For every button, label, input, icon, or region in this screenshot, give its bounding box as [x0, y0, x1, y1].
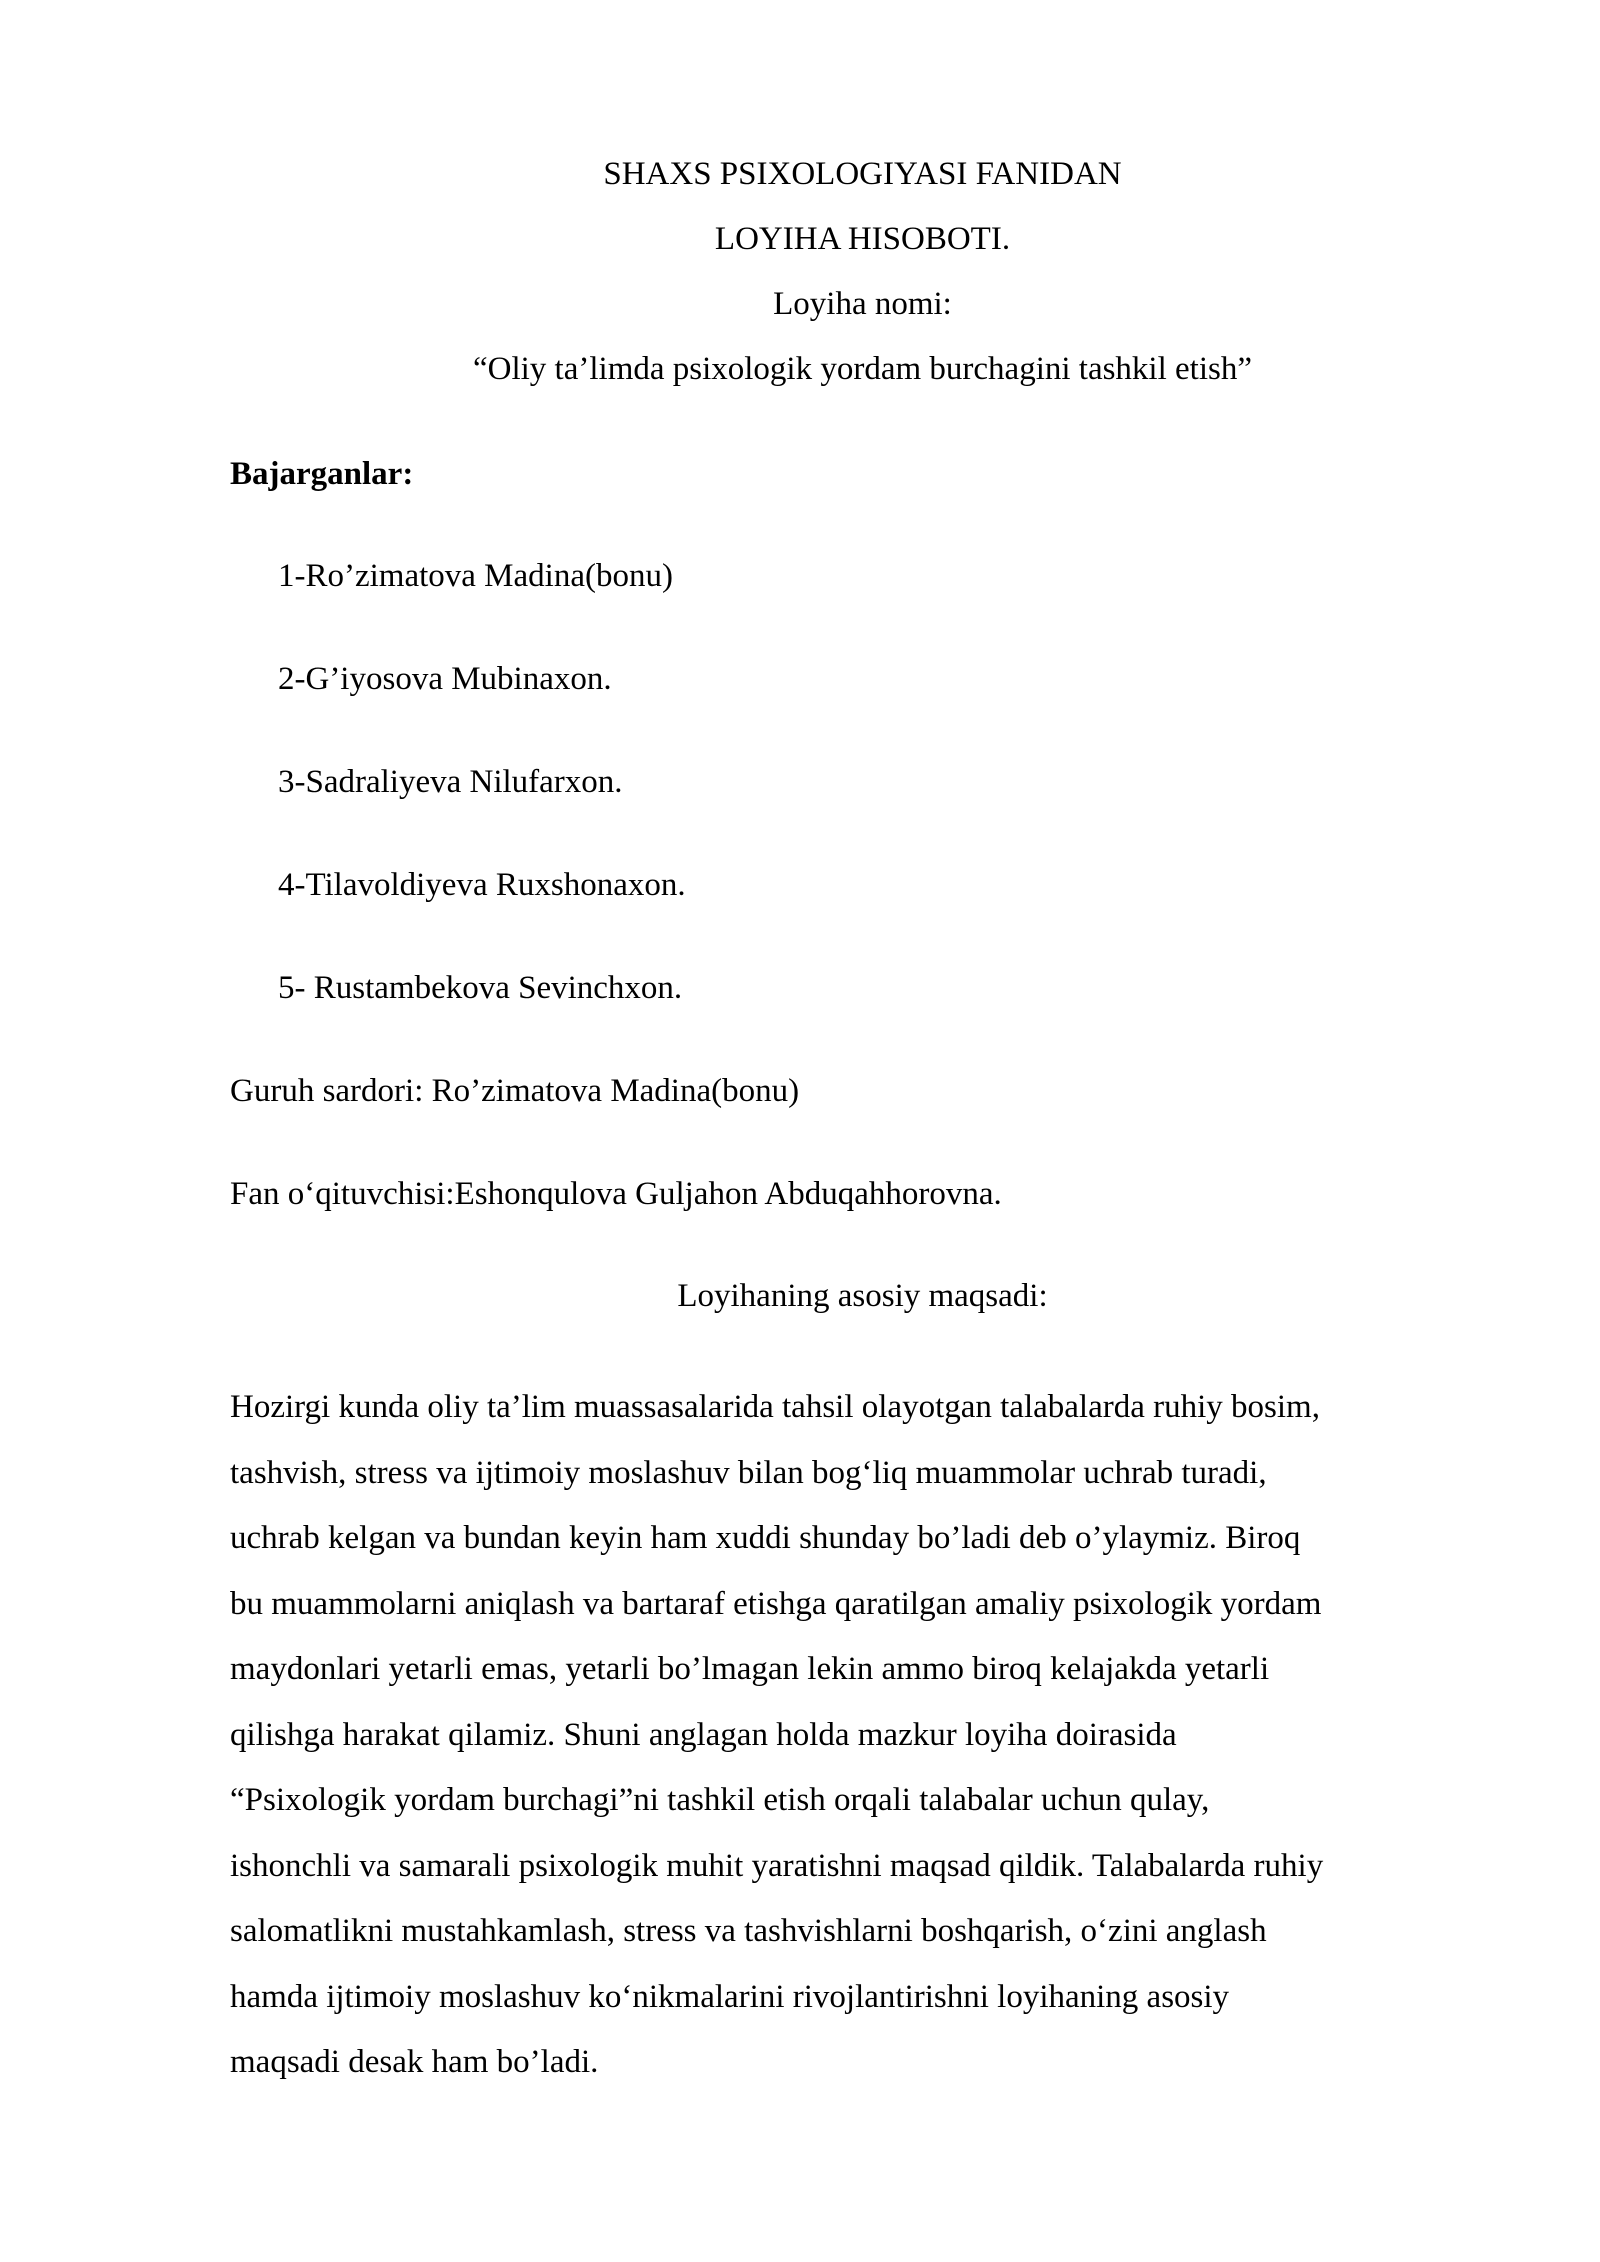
paragraph-line: “Psixologik yordam burchagi”ni tashkil etish orqali talabalar uchun qulay,	[230, 1782, 1210, 1818]
team-member: 4-Tilavoldiyeva Ruxshonaxon.	[278, 867, 686, 903]
goal-heading: Loyihaning asosiy maqsadi:	[677, 1278, 1048, 1314]
paragraph-line: uchrab kelgan va bundan keyin ham xuddi shunday bo’ladi deb o’ylaymiz. Biroq	[230, 1520, 1301, 1556]
paragraph-line: maydonlari yetarli emas, yetarli bo’lmagan lekin ammo biroq kelajakda yetarli	[230, 1651, 1270, 1687]
paragraph-line: qilishga harakat qilamiz. Shuni anglagan holda mazkur loyiha doirasida	[230, 1716, 1177, 1753]
goal-paragraph	[230, 1375, 1500, 2096]
title-line-2: LOYIHA HISOBOTI.	[714, 221, 1011, 257]
paragraph-line: maqsadi desak ham bo’ladi.	[230, 2044, 599, 2080]
paragraph-line: ishonchli va samarali psixologik muhit yaratishni maqsad qildik. Talabalarda ruhiy	[230, 1847, 1324, 1884]
title-line-1: SHAXS PSIXOLOGIYASI FANIDAN	[603, 156, 1122, 192]
paragraph-line: Hozirgi kunda oliy ta’lim muassasalarida tahsil olayotgan talabalarda ruhiy bosim,	[230, 1389, 1320, 1425]
team-member: 3-Sadraliyeva Nilufarxon.	[278, 764, 623, 800]
project-label: Loyiha nomi:	[773, 286, 952, 322]
team-heading: Bajarganlar:	[230, 456, 414, 492]
team-member: 2-G’iyosova Mubinaxon.	[278, 661, 612, 697]
paragraph-line: salomatlikni mustahkamlash, stress va tashvishlarni boshqarish, o‘zini anglash	[230, 1913, 1267, 1949]
team-member: 1-Ro’zimatova Madina(bonu)	[278, 558, 673, 594]
group-leader: Guruh sardori: Ro’zimatova Madina(bonu)	[230, 1073, 800, 1109]
course-teacher: Fan o‘qituvchisi:Eshonqulova Guljahon Abduqahhorovna.	[230, 1176, 1002, 1212]
team-member: 5- Rustambekova Sevinchxon.	[278, 970, 683, 1006]
paragraph-line: hamda ijtimoiy moslashuv ko‘nikmalarini rivojlantirishni loyihaning asosiy	[230, 1978, 1230, 2015]
paragraph-line: bu muammolarni aniqlash va bartaraf etishga qaratilgan amaliy psixologik yordam	[230, 1585, 1322, 1622]
project-name: “Oliy ta’limda psixologik yordam burchagini tashkil etish”	[472, 351, 1252, 387]
paragraph-line: tashvish, stress va ijtimoiy moslashuv bilan bog‘liq muammolar uchrab turadi,	[230, 1454, 1267, 1491]
